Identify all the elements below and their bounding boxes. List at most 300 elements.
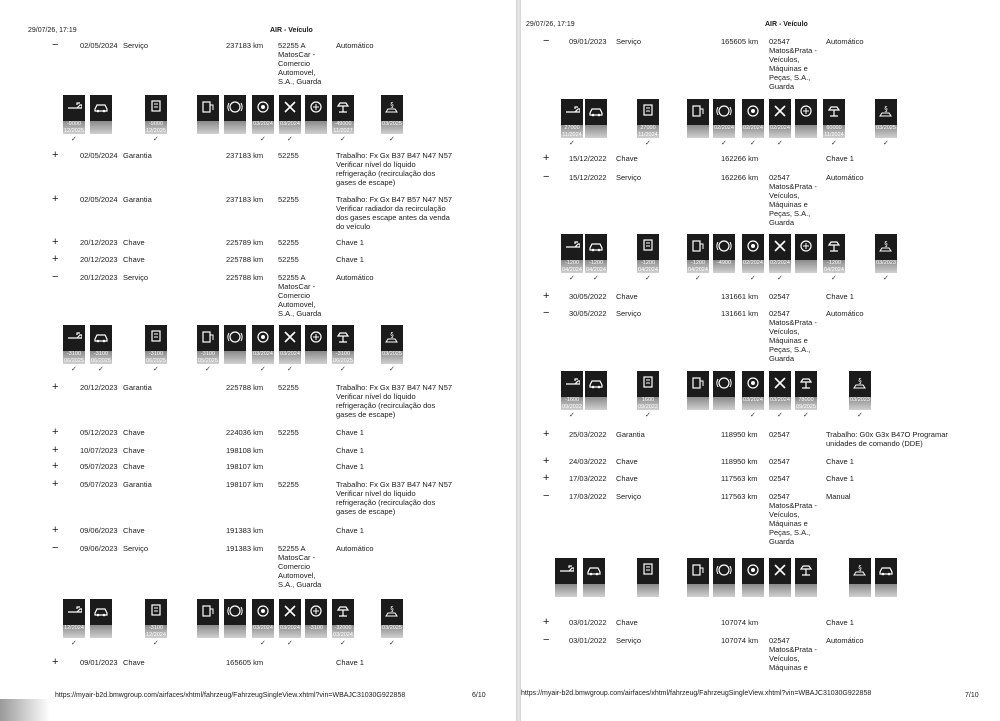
entry-date: 03/01/2022 bbox=[569, 636, 607, 645]
entry-type: Chave bbox=[123, 526, 145, 535]
expand-icon[interactable]: + bbox=[52, 478, 59, 490]
check-icon: ✓ bbox=[153, 136, 159, 143]
entry-description: Trabalho: Fx Gx B37 B47 N47 N57 Verificar nível do líquido refrigeração (recirculação dos gases de escape) bbox=[336, 383, 453, 419]
check-icon: ✓ bbox=[803, 412, 809, 419]
entry-mileage: 117563 km bbox=[721, 474, 758, 483]
tile-readout bbox=[585, 125, 607, 138]
fuel-filter-icon bbox=[200, 95, 216, 117]
service-indicator-tile bbox=[332, 599, 354, 638]
service-indicator-tile bbox=[224, 599, 246, 638]
entry-mileage: 237183 km bbox=[226, 41, 264, 50]
service-indicator-tile bbox=[585, 234, 607, 273]
check-icon: ✓ bbox=[750, 140, 756, 147]
collapse-icon[interactable]: − bbox=[543, 171, 550, 183]
service-indicator-tile bbox=[224, 95, 246, 134]
service-indicator-tile bbox=[713, 99, 735, 138]
filter-icon bbox=[640, 234, 656, 256]
entry-date: 09/01/2023 bbox=[569, 37, 607, 46]
entry-description: Automático bbox=[336, 41, 374, 50]
entry-type: Serviço bbox=[616, 37, 642, 46]
tile-readout bbox=[823, 125, 845, 138]
entry-dealer: 52255 bbox=[278, 480, 299, 489]
tile-readout bbox=[585, 260, 607, 273]
tile-readout bbox=[332, 625, 354, 638]
entry-description: Chave 1 bbox=[826, 474, 854, 483]
entry-date: 03/01/2022 bbox=[569, 618, 607, 627]
service-indicator-tile bbox=[555, 558, 577, 597]
entry-mileage: 191383 km bbox=[226, 544, 264, 553]
remaining-distance: 60000 bbox=[826, 125, 842, 131]
lift-icon bbox=[826, 234, 842, 256]
brake-fluid-icon bbox=[745, 234, 761, 256]
expand-icon[interactable]: + bbox=[543, 455, 550, 467]
tile-readout bbox=[637, 260, 659, 273]
entry-dealer: 02547 Matos&Prata - Veículos, Máquinas e Peças, S.A., Guarda bbox=[769, 309, 817, 363]
service-indicator-tile bbox=[90, 325, 112, 364]
due-date: 04/2024 bbox=[688, 266, 708, 273]
entry-mileage: 162266 km bbox=[721, 154, 759, 163]
entry-type: Serviço bbox=[123, 544, 149, 553]
entry-description: Chave 1 bbox=[336, 238, 364, 247]
brake-fluid-icon bbox=[255, 95, 271, 117]
lift-icon bbox=[826, 99, 842, 121]
remaining-distance: -3100 bbox=[308, 625, 324, 631]
remaining-distance: -9000 bbox=[66, 121, 82, 127]
entry-description: Chave 1 bbox=[826, 154, 854, 163]
entry-date: 17/03/2022 bbox=[569, 492, 607, 501]
tile-readout bbox=[561, 260, 583, 273]
service-indicator-tile bbox=[252, 95, 274, 134]
entry-type: Chave bbox=[123, 238, 145, 247]
service-indicator-tile bbox=[197, 599, 219, 638]
entry-mileage: 237183 km bbox=[226, 151, 264, 160]
tile-readout bbox=[279, 121, 301, 134]
due-date: 11/2024 bbox=[638, 131, 658, 138]
service-indicator-tile bbox=[742, 558, 764, 597]
service-indicator-tile bbox=[585, 371, 607, 410]
service-indicator-tile bbox=[252, 325, 274, 364]
entry-date: 15/12/2022 bbox=[569, 173, 607, 182]
due-date: 04/2024 bbox=[638, 266, 658, 273]
brake-rear-icon bbox=[798, 234, 814, 256]
entry-mileage: 107074 km bbox=[721, 636, 759, 645]
fuel-filter-icon bbox=[690, 371, 706, 393]
collapse-icon[interactable]: − bbox=[52, 271, 59, 283]
collapse-icon[interactable]: − bbox=[543, 634, 550, 646]
due-date: 03/2024 bbox=[280, 351, 300, 357]
tile-readout bbox=[305, 625, 327, 638]
svg-text:§: § bbox=[390, 605, 394, 613]
entry-dealer: 52255 bbox=[278, 238, 299, 247]
check-icon: ✓ bbox=[721, 140, 727, 147]
inspection-icon bbox=[878, 99, 894, 121]
entry-dealer: 02547 bbox=[769, 457, 790, 466]
svg-text:§: § bbox=[858, 377, 862, 385]
entry-description: Trabalho: G0x G3x B47O Programar unidades de comando (DDE) bbox=[826, 430, 948, 448]
check-icon: ✓ bbox=[695, 275, 701, 282]
brake-fluid-icon bbox=[745, 371, 761, 393]
service-indicator-tile bbox=[742, 99, 764, 138]
tile-readout bbox=[197, 351, 219, 364]
expand-icon[interactable]: + bbox=[52, 381, 59, 393]
tile-readout bbox=[252, 351, 274, 364]
due-date: 11/2024 bbox=[824, 131, 844, 138]
service-indicator-tile bbox=[637, 99, 659, 138]
remaining-distance: -1200 bbox=[690, 260, 706, 266]
entry-mileage: 198108 km bbox=[226, 446, 264, 455]
service-indicator-tile bbox=[849, 558, 871, 597]
entry-date: 17/03/2022 bbox=[569, 474, 607, 483]
entry-dealer: 52255 bbox=[278, 195, 299, 204]
tile-readout bbox=[197, 121, 219, 134]
entry-dealer: 52255 bbox=[278, 151, 299, 160]
tile-readout bbox=[145, 351, 167, 364]
svg-text:§: § bbox=[858, 564, 862, 572]
tile-readout bbox=[849, 397, 871, 410]
entry-description: Automático bbox=[826, 309, 864, 318]
remaining-distance: -3100 bbox=[200, 351, 216, 357]
tile-readout bbox=[769, 125, 791, 138]
remaining-distance: 78000 bbox=[798, 397, 814, 403]
remaining-distance: -1200 bbox=[564, 260, 580, 266]
tile-readout bbox=[769, 584, 791, 597]
due-date: 09/2022 bbox=[562, 403, 582, 410]
expand-icon[interactable]: + bbox=[543, 428, 550, 440]
brake-fluid-icon bbox=[255, 325, 271, 347]
expand-icon[interactable]: + bbox=[52, 236, 59, 248]
tile-readout bbox=[224, 121, 246, 134]
check-icon: ✓ bbox=[569, 412, 575, 419]
entry-date: 20/12/2023 bbox=[80, 273, 118, 282]
due-date: 04/2024 bbox=[586, 266, 606, 273]
inspection-icon bbox=[384, 325, 400, 347]
entry-description: Automático bbox=[826, 636, 864, 645]
service-indicator-tile bbox=[769, 371, 791, 410]
check-icon: ✓ bbox=[569, 140, 575, 147]
entry-dealer: 02547 Matos&Prata - Veículos, Máquinas e Peças, S.A., Guarda bbox=[769, 173, 817, 227]
tile-readout bbox=[687, 397, 709, 410]
check-icon: ✓ bbox=[153, 640, 159, 647]
entry-mileage: 118950 km bbox=[721, 457, 758, 466]
expand-icon[interactable]: + bbox=[52, 149, 59, 161]
check-icon: ✓ bbox=[71, 136, 77, 143]
check-icon: ✓ bbox=[287, 366, 293, 373]
entry-mileage: 225789 km bbox=[226, 238, 264, 247]
entry-mileage: 165605 km bbox=[721, 37, 759, 46]
service-indicator-tile bbox=[90, 599, 112, 638]
entry-dealer: 02547 bbox=[769, 292, 790, 301]
tile-readout bbox=[795, 125, 817, 138]
tools-icon bbox=[282, 325, 298, 347]
entry-dealer: 02547 Matos&Prata - Veículos, Máquinas e bbox=[769, 636, 817, 672]
due-date: 12/2025 bbox=[146, 127, 166, 134]
service-indicator-tile bbox=[875, 99, 897, 138]
expand-icon[interactable]: + bbox=[52, 193, 59, 205]
service-indicator-tile bbox=[197, 95, 219, 134]
tile-readout bbox=[637, 397, 659, 410]
tile-readout bbox=[823, 260, 845, 273]
check-icon: ✓ bbox=[883, 140, 889, 147]
check-icon: ✓ bbox=[71, 640, 77, 647]
remaining-distance: -1200 bbox=[588, 260, 604, 266]
car-icon bbox=[93, 325, 109, 347]
entry-type: Garantia bbox=[616, 430, 645, 439]
expand-icon[interactable]: + bbox=[543, 472, 550, 484]
remaining-distance: -3100 bbox=[93, 351, 109, 357]
expand-icon[interactable]: + bbox=[52, 426, 59, 438]
tile-readout bbox=[637, 125, 659, 138]
inspection-icon bbox=[852, 371, 868, 393]
collapse-icon[interactable]: − bbox=[543, 35, 550, 47]
tools-icon bbox=[772, 558, 788, 580]
check-icon: ✓ bbox=[857, 412, 863, 419]
service-indicator-tile bbox=[637, 371, 659, 410]
entry-type: Serviço bbox=[123, 41, 149, 50]
expand-icon[interactable]: + bbox=[52, 460, 59, 472]
service-indicator-tile bbox=[305, 325, 327, 364]
car-icon bbox=[588, 371, 604, 393]
fuel-filter-icon bbox=[200, 325, 216, 347]
oil-icon bbox=[558, 558, 574, 580]
right-document-page bbox=[521, 0, 1000, 721]
tile-readout bbox=[197, 625, 219, 638]
entry-type: Chave bbox=[616, 154, 638, 163]
oil-icon bbox=[564, 234, 580, 256]
entry-date: 30/05/2022 bbox=[569, 292, 607, 301]
remaining-distance: -32000 bbox=[334, 625, 352, 631]
entry-date: 30/05/2022 bbox=[569, 309, 607, 318]
remaining-distance: 27000 bbox=[640, 125, 656, 131]
service-indicator-tile bbox=[561, 371, 583, 410]
page-number: 7/10 bbox=[965, 692, 979, 699]
entry-mileage: 225788 km bbox=[226, 383, 264, 392]
check-icon: ✓ bbox=[287, 136, 293, 143]
tile-readout bbox=[795, 260, 817, 273]
tile-readout bbox=[713, 584, 735, 597]
check-icon: ✓ bbox=[831, 140, 837, 147]
entry-dealer: 02547 Matos&Prata - Veículos, Máquinas e Peças, S.A., Guarda bbox=[769, 37, 817, 91]
remaining-distance: 27000 bbox=[564, 125, 580, 131]
expand-icon[interactable]: + bbox=[52, 524, 59, 536]
due-date: 03/2024 bbox=[280, 625, 300, 631]
remaining-distance: -3100 bbox=[148, 351, 164, 357]
tile-readout bbox=[795, 584, 817, 597]
entry-mileage: 198107 km bbox=[226, 480, 264, 489]
tile-readout bbox=[849, 584, 871, 597]
service-indicator-tile bbox=[769, 99, 791, 138]
entry-mileage: 117563 km bbox=[721, 492, 758, 501]
service-indicator-tile bbox=[63, 95, 85, 134]
tile-readout bbox=[687, 584, 709, 597]
due-date: 03/2025 bbox=[382, 625, 402, 631]
check-icon: ✓ bbox=[260, 136, 266, 143]
brake-front-icon bbox=[716, 371, 732, 393]
collapse-icon[interactable]: − bbox=[52, 542, 59, 554]
expand-icon[interactable]: + bbox=[543, 616, 550, 628]
expand-icon[interactable]: + bbox=[52, 656, 59, 668]
service-indicator-tile bbox=[687, 234, 709, 273]
inspection-icon bbox=[878, 234, 894, 256]
tile-readout bbox=[713, 397, 735, 410]
due-date: 03/2024 bbox=[253, 351, 273, 357]
tile-readout bbox=[381, 625, 403, 638]
tile-readout bbox=[742, 125, 764, 138]
tile-readout bbox=[769, 397, 791, 410]
check-icon: ✓ bbox=[645, 275, 651, 282]
entry-mileage: 118950 km bbox=[721, 430, 758, 439]
page-number: 6/10 bbox=[472, 692, 486, 699]
tile-readout bbox=[63, 625, 85, 638]
entry-type: Serviço bbox=[616, 636, 642, 645]
service-indicator-tile bbox=[769, 234, 791, 273]
entry-dealer: 52255 A MatosCar - Comercio Automovel, S.A., Guarda bbox=[278, 41, 322, 86]
tile-readout bbox=[332, 351, 354, 364]
filter-icon bbox=[148, 95, 164, 117]
service-indicator-tile bbox=[224, 325, 246, 364]
check-icon: ✓ bbox=[340, 640, 346, 647]
check-icon: ✓ bbox=[883, 275, 889, 282]
service-indicator-tile bbox=[849, 371, 871, 410]
filter-icon bbox=[640, 99, 656, 121]
tile-readout bbox=[742, 260, 764, 273]
service-indicator-tile bbox=[742, 371, 764, 410]
entry-description: Trabalho: Fx Gx B37 B47 N47 N57 Verificar nível do líquido refrigeração (recirculação dos gases de escape) bbox=[336, 151, 453, 187]
tile-readout bbox=[687, 125, 709, 138]
tile-readout bbox=[381, 351, 403, 364]
tile-readout bbox=[90, 625, 112, 638]
service-indicator-tile bbox=[197, 325, 219, 364]
check-icon: ✓ bbox=[287, 640, 293, 647]
check-icon: ✓ bbox=[750, 412, 756, 419]
remaining-distance: -49000 bbox=[334, 121, 352, 127]
entry-type: Chave bbox=[123, 255, 145, 264]
service-indicator-tile bbox=[713, 371, 735, 410]
entry-date: 25/03/2022 bbox=[569, 430, 607, 439]
tools-icon bbox=[772, 234, 788, 256]
svg-text:§: § bbox=[884, 105, 888, 113]
oil-icon bbox=[564, 99, 580, 121]
entry-mileage: 131661 km bbox=[721, 292, 759, 301]
tile-readout bbox=[145, 625, 167, 638]
tools-icon bbox=[282, 599, 298, 621]
entry-date: 05/12/2023 bbox=[80, 428, 118, 437]
check-icon: ✓ bbox=[205, 366, 211, 373]
due-date: 03/2025 bbox=[382, 351, 402, 357]
entry-type: Chave bbox=[123, 428, 145, 437]
tools-icon bbox=[772, 99, 788, 121]
due-date: 05/2025 bbox=[198, 357, 218, 364]
service-indicator-tile bbox=[145, 95, 167, 134]
due-date: 12/2024 bbox=[64, 625, 84, 631]
due-date: 06/2025 bbox=[64, 357, 84, 364]
tools-icon bbox=[282, 95, 298, 117]
service-indicator-tile bbox=[279, 325, 301, 364]
entry-type: Chave bbox=[616, 474, 638, 483]
car-icon bbox=[93, 95, 109, 117]
entry-date: 20/12/2023 bbox=[80, 383, 118, 392]
oil-icon bbox=[564, 371, 580, 393]
tile-readout bbox=[63, 351, 85, 364]
collapse-icon[interactable]: − bbox=[543, 307, 550, 319]
print-url: https://myair-b2d.bmwgroup.com/airfaces/xhtml/fahrzeug/FahrzeugSingleView.xhtml?vin=WBAJC31030G922858 bbox=[521, 690, 872, 697]
entry-dealer: 52255 A MatosCar - Comercio Automovel, S.A., Guarda bbox=[278, 273, 322, 318]
service-indicator-tile bbox=[687, 99, 709, 138]
entry-type: Garantia bbox=[123, 383, 152, 392]
tile-readout bbox=[687, 260, 709, 273]
entry-date: 02/05/2024 bbox=[80, 151, 118, 160]
remaining-distance: -9000 bbox=[148, 121, 164, 127]
print-datetime: 29/07/26, 17:19 bbox=[28, 27, 77, 34]
check-icon: ✓ bbox=[831, 275, 837, 282]
service-indicator-tile bbox=[875, 558, 897, 597]
expand-icon[interactable]: + bbox=[52, 253, 59, 265]
due-date: 11/2024 bbox=[562, 131, 582, 138]
scan-watermark bbox=[0, 699, 50, 721]
due-date: 03/2025 bbox=[876, 125, 896, 131]
due-date: 06/2025 bbox=[333, 357, 353, 364]
entry-mileage: 225788 km bbox=[226, 255, 264, 264]
entry-description: Chave 1 bbox=[336, 428, 364, 437]
check-icon: ✓ bbox=[750, 275, 756, 282]
expand-icon[interactable]: + bbox=[52, 444, 59, 456]
due-date: 06/2025 bbox=[146, 357, 166, 364]
check-icon: ✓ bbox=[777, 140, 783, 147]
entry-date: 09/06/2023 bbox=[80, 526, 118, 535]
due-date: 03/2024 bbox=[333, 631, 353, 638]
entry-date: 10/07/2023 bbox=[80, 446, 118, 455]
service-indicator-tile bbox=[332, 95, 354, 134]
service-indicator-tile bbox=[63, 325, 85, 364]
collapse-icon[interactable]: − bbox=[52, 39, 59, 51]
service-indicator-tile bbox=[795, 234, 817, 273]
due-date: 06/2025 bbox=[91, 357, 111, 364]
entry-description: Trabalho: Fx Gx B37 B47 N47 N57 Verificar nível do líquido refrigeração (recirculação dos gases de escape) bbox=[336, 480, 453, 516]
service-indicator-tile bbox=[90, 95, 112, 134]
check-icon: ✓ bbox=[260, 640, 266, 647]
entry-description: Automático bbox=[826, 173, 864, 182]
tile-readout bbox=[279, 351, 301, 364]
entry-dealer: 52255 bbox=[278, 255, 299, 264]
service-indicator-tile bbox=[795, 99, 817, 138]
filter-icon bbox=[148, 325, 164, 347]
oil-icon bbox=[66, 95, 82, 117]
brake-front-icon bbox=[716, 99, 732, 121]
collapse-icon[interactable]: − bbox=[543, 490, 550, 502]
entry-date: 05/07/2023 bbox=[80, 462, 118, 471]
inspection-icon bbox=[384, 95, 400, 117]
tile-readout bbox=[305, 121, 327, 134]
entry-description: Chave 1 bbox=[336, 658, 364, 667]
entry-dealer: 52255 bbox=[278, 383, 299, 392]
check-icon: ✓ bbox=[98, 366, 104, 373]
brake-fluid-icon bbox=[745, 558, 761, 580]
brake-front-icon bbox=[227, 325, 243, 347]
tile-readout bbox=[769, 260, 791, 273]
remaining-distance: -1200 bbox=[826, 260, 842, 266]
expand-icon[interactable]: + bbox=[543, 290, 550, 302]
inspection-icon bbox=[384, 599, 400, 621]
due-date: 04/2024 bbox=[562, 266, 582, 273]
tile-readout bbox=[145, 121, 167, 134]
service-indicator-tile bbox=[145, 325, 167, 364]
expand-icon[interactable]: + bbox=[543, 152, 550, 164]
tile-readout bbox=[875, 260, 897, 273]
entry-description: Chave 1 bbox=[826, 618, 854, 627]
entry-type: Serviço bbox=[616, 309, 642, 318]
entry-mileage: 162266 km bbox=[721, 173, 759, 182]
entry-mileage: 224036 km bbox=[226, 428, 264, 437]
service-indicator-tile bbox=[713, 234, 735, 273]
